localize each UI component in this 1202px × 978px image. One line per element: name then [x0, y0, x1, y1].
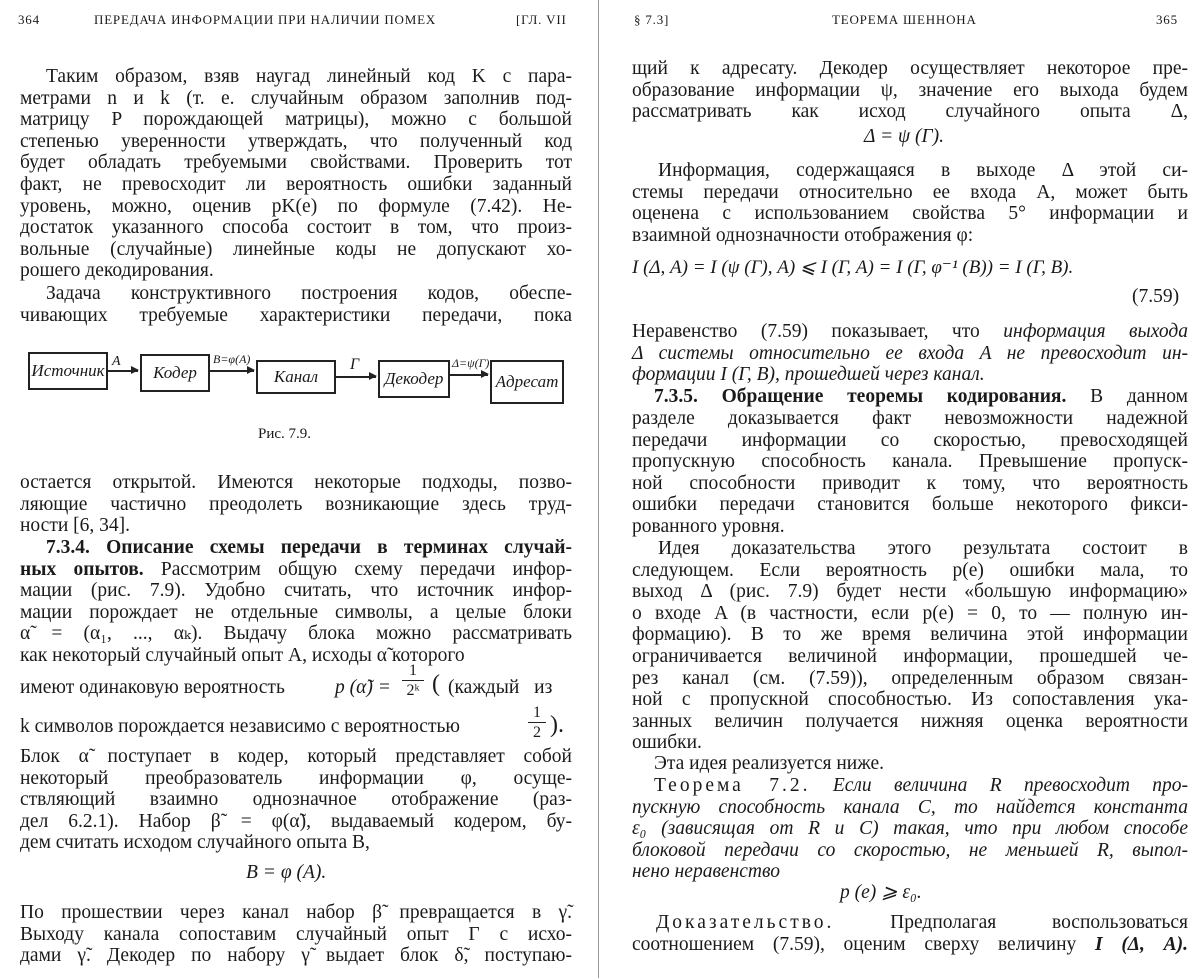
text-line: занных величин получается нижняя оценка вероятности — [632, 710, 1188, 732]
text-line: мации порождает не отдельные символы, а целые блоки — [20, 601, 572, 623]
proof-line-1: Предполагая воспользоваться — [834, 912, 1188, 933]
section-7-3-5-rest: В данном — [1066, 386, 1188, 407]
text-line: оценена с использованием свойства 5° информации и — [632, 203, 1188, 225]
text-line: факт, не превосходит ли вероятность ошибки заданный — [20, 173, 572, 195]
text-line: некоторый преобразователь информации φ, осуще- — [20, 767, 572, 789]
diagram-label-a: A — [112, 354, 121, 369]
text-line: ляющие частично преодолеть возникающие здесь труд- — [20, 493, 572, 515]
diagram-arrow-delta — [450, 374, 488, 376]
text-line: чивающих требуемые характеристики передачи, пока — [20, 304, 572, 326]
right-paragraph-3 — [632, 321, 1188, 386]
text-line: По прошествии через канал набор β̃ превращается в γ̃. — [20, 902, 572, 923]
text-line: остается открытой. Имеются некоторые подходы, позво- — [20, 472, 572, 493]
text-line: следующем. Если вероятность p(e) ошибки мала, то — [632, 559, 1188, 581]
text-line: рованного уровня. — [632, 515, 785, 537]
text-line: ности [6, 34]. — [20, 515, 131, 537]
theorem-formula: p (e) ⩾ ε₀. — [840, 882, 922, 903]
text-line: ной способности приводит к тому, что вероятность — [632, 472, 1188, 494]
right-page — [608, 0, 1202, 978]
text-line: Задача конструктивного построения кодов, обеспе- — [46, 283, 572, 304]
left-paragraph-1 — [20, 66, 572, 282]
formula-number: (7.59) — [1132, 286, 1180, 307]
para3-start: Неравенство (7.59) показывает, что — [632, 321, 1004, 342]
text-line: степенью уверенности утверждать, что полученный код — [20, 130, 572, 152]
paren-open: ( — [432, 671, 440, 697]
text-line: как некоторый случайный опыт A, исходы α̃ которого — [20, 644, 465, 666]
section-7-3-4-title: 7.3.4. Описание схемы передачи в терминах случай- — [46, 537, 572, 558]
section-7-3-5-title: 7.3.5. Обращение теоремы кодирования. — [654, 386, 1067, 407]
text-line: ствляющий взаимно однозначное отображение (раз- — [20, 789, 572, 811]
diagram-box-channel: Канал — [256, 360, 336, 394]
diagram-arrow-a — [108, 370, 138, 372]
text-line: Информация, содержащаяся в выходе Δ этой си- — [658, 160, 1188, 181]
para3-italic-2: формации I (Γ, B), прошедшей через канал. — [632, 364, 985, 386]
fraction-1-denominator: 2ᵏ — [406, 682, 420, 699]
theorem-7-2 — [632, 775, 1188, 883]
theorem-line-1: пускную способность канала C, то найдется константа — [632, 796, 1188, 818]
section-7-3-4 — [20, 537, 572, 580]
text-line: передачи информации со скоростью, превосходящей — [632, 429, 1188, 451]
right-paragraph-1 — [632, 58, 1188, 123]
text-line: рошего декодирования. — [20, 260, 214, 282]
proof-line-2: соотношением (7.59), оценим сверху величину — [632, 933, 1096, 955]
text-line: ной с пропускной способностью. Из сопоставления ука- — [632, 689, 1188, 711]
text-line: стемы передачи относительно ее входа A, может быть — [632, 181, 1188, 203]
k-line-close: ). — [550, 712, 564, 738]
para3-italic-1: Δ системы относительно ее входа A не превосходит ин- — [632, 342, 1188, 364]
prob-line-text: имеют одинаковую вероятность — [20, 677, 285, 698]
text-line: достаток указанного способа состоит в том, что произ- — [20, 217, 572, 239]
theorem-line-3: блоковой передачи со скоростью, не меньшей R, выпол- — [632, 839, 1188, 861]
diagram-box-source: Источник — [28, 352, 108, 390]
text-line: формацию). В то же время величина этой информации — [632, 624, 1188, 646]
right-paragraph-2 — [632, 160, 1188, 246]
text-line: щий к адресату. Декодер осуществляет некоторое пре- — [632, 58, 1188, 79]
prob-line-rest: (каждый из — [448, 677, 553, 698]
text-line: метрами n и k (т. е. случайным образом заполнив под- — [20, 87, 572, 109]
text-line: Таким образом, взяв наугад линейный код K с пара- — [46, 66, 572, 87]
fraction-2-denominator: 2 — [533, 724, 541, 741]
right-paragraph-4 — [632, 408, 1188, 538]
diagram-arrow-gamma — [336, 376, 376, 378]
right-paragraph-6: Эта идея реализуется ниже. — [654, 753, 884, 774]
fraction-1-over-2 — [528, 704, 546, 743]
text-line: дами γ̃. Декодер по набору γ̃ выдает блок δ̃, поступаю- — [20, 945, 572, 967]
section-7-3-4-line1: Рассмотрим общую схему передачи инфор- — [143, 558, 572, 580]
formula-delta: Δ = ψ (Γ). — [864, 126, 944, 147]
fraction-1-numerator: 1 — [402, 662, 424, 681]
section-7-3-5 — [632, 386, 1188, 408]
text-line: дел 6.2.1). Набор β̃ = φ(α̃), выдаваемый кодером, бу- — [20, 810, 572, 832]
formula-B: B = φ (A). — [246, 862, 327, 883]
formula-information: I (Δ, A) = I (ψ (Γ), A) ⩽ I (Γ, A) = I (Γ, φ⁻¹ (B)) = I (Γ, B). — [632, 257, 1074, 278]
text-line: α̃ = (α₁, ..., αₖ). Выдачу блока можно рассматривать — [20, 623, 572, 645]
diagram-label-b: B=φ(A) — [213, 352, 251, 366]
diagram-box-decoder: Декодер — [378, 360, 450, 398]
theorem-line-0: Если величина R превосходит про- — [832, 775, 1189, 796]
text-line: Идея доказательства этого результата состоит в — [658, 538, 1188, 559]
text-line: пропускную способность канала. Превышение пропуск- — [632, 451, 1188, 473]
diagram-box-coder: Кодер — [140, 354, 210, 392]
left-running-head: ПЕРЕДАЧА ИНФОРМАЦИИ ПРИ НАЛИЧИИ ПОМЕХ — [94, 12, 437, 27]
text-line: взаимной однозначности отображения φ: — [632, 224, 974, 246]
text-line: рассматривать как исход случайного опыта Δ, — [632, 101, 1188, 123]
right-paragraph-5 — [632, 538, 1188, 754]
proof — [632, 912, 1188, 955]
text-line: Блок α̃ поступает в кодер, который представляет собой — [20, 746, 572, 767]
theorem-line-2: ε₀ (зависящая от R и C) такая, что при любом способе — [632, 818, 1188, 840]
theorem-line-4: нено неравенство — [632, 861, 780, 883]
diagram-arrow-b — [210, 370, 254, 372]
left-chapter-mark: [ГЛ. VII — [516, 12, 567, 27]
right-running-head: ТЕОРЕМА ШЕННОНА — [832, 12, 977, 27]
proof-line-2-formula: I (Δ, A). — [1095, 933, 1189, 955]
left-paragraph-5 — [20, 746, 572, 854]
text-line: матрицу P порождающей матрицы), можно с большой — [20, 109, 572, 131]
text-line: уровень, можно, оценив pK(e) по формуле (7.42). Не- — [20, 195, 572, 217]
right-page-number: 365 — [1156, 12, 1178, 27]
text-line: дем считать исходом случайного опыта B, — [20, 832, 370, 854]
diagram-box-recipient: Адресат — [490, 360, 564, 404]
diagram-label-delta: Δ=ψ(Γ) — [452, 356, 490, 370]
text-line: мации (рис. 7.9). Удобно считать, что источник инфор- — [20, 580, 572, 601]
proof-label: Доказательство. — [656, 912, 835, 933]
left-paragraph-2 — [20, 283, 572, 326]
text-line: разделе доказывается факт невозможности надежной — [632, 408, 1188, 429]
fraction-1-over-2k — [402, 662, 424, 701]
left-paragraph-6 — [20, 902, 572, 967]
para3-italic-0: информация выхода — [1003, 321, 1189, 342]
figure-caption: Рис. 7.9. — [258, 426, 312, 442]
text-line: о входе A (в частности, если p(e) = 0, то — полную ин- — [632, 602, 1188, 624]
figure-7-9-diagram — [0, 340, 590, 440]
right-section-mark: § 7.3] — [634, 12, 670, 27]
left-page — [0, 0, 590, 978]
text-line: выход Δ (рис. 7.9) будет нести «большую информацию» — [632, 581, 1188, 603]
section-7-3-4-title-cont: ных опытов. — [20, 558, 144, 580]
diagram-label-gamma: Γ — [350, 356, 360, 373]
theorem-label: Теорема 7.2. — [654, 775, 811, 796]
prob-formula: p (α̃) = — [335, 677, 391, 698]
left-paragraph-3 — [20, 472, 572, 537]
text-line: будет обладать требуемыми свойствами. Проверить тот — [20, 152, 572, 174]
text-line: ошибки передачи становится больше некоторого фикси- — [632, 494, 1188, 516]
k-symbols-line: k символов порождается независимо с вероятностью — [20, 716, 460, 737]
text-line: рез канал (см. (7.59)), определенным образом связан- — [632, 667, 1188, 689]
text-line: ошибки. — [632, 732, 702, 754]
text-line: Выходу канала сопоставим случайный опыт Γ с исхо- — [20, 923, 572, 945]
fraction-2-numerator: 1 — [528, 704, 546, 723]
left-paragraph-4 — [20, 580, 572, 666]
text-line: ограничивается величиной информации, прошедшей че- — [632, 645, 1188, 667]
page-gutter — [598, 0, 599, 978]
left-page-number: 364 — [18, 12, 40, 27]
text-line: вольные (случайные) линейные коды не допускают хо- — [20, 238, 572, 260]
text-line: образование информации ψ, значение его выхода будем — [632, 79, 1188, 101]
